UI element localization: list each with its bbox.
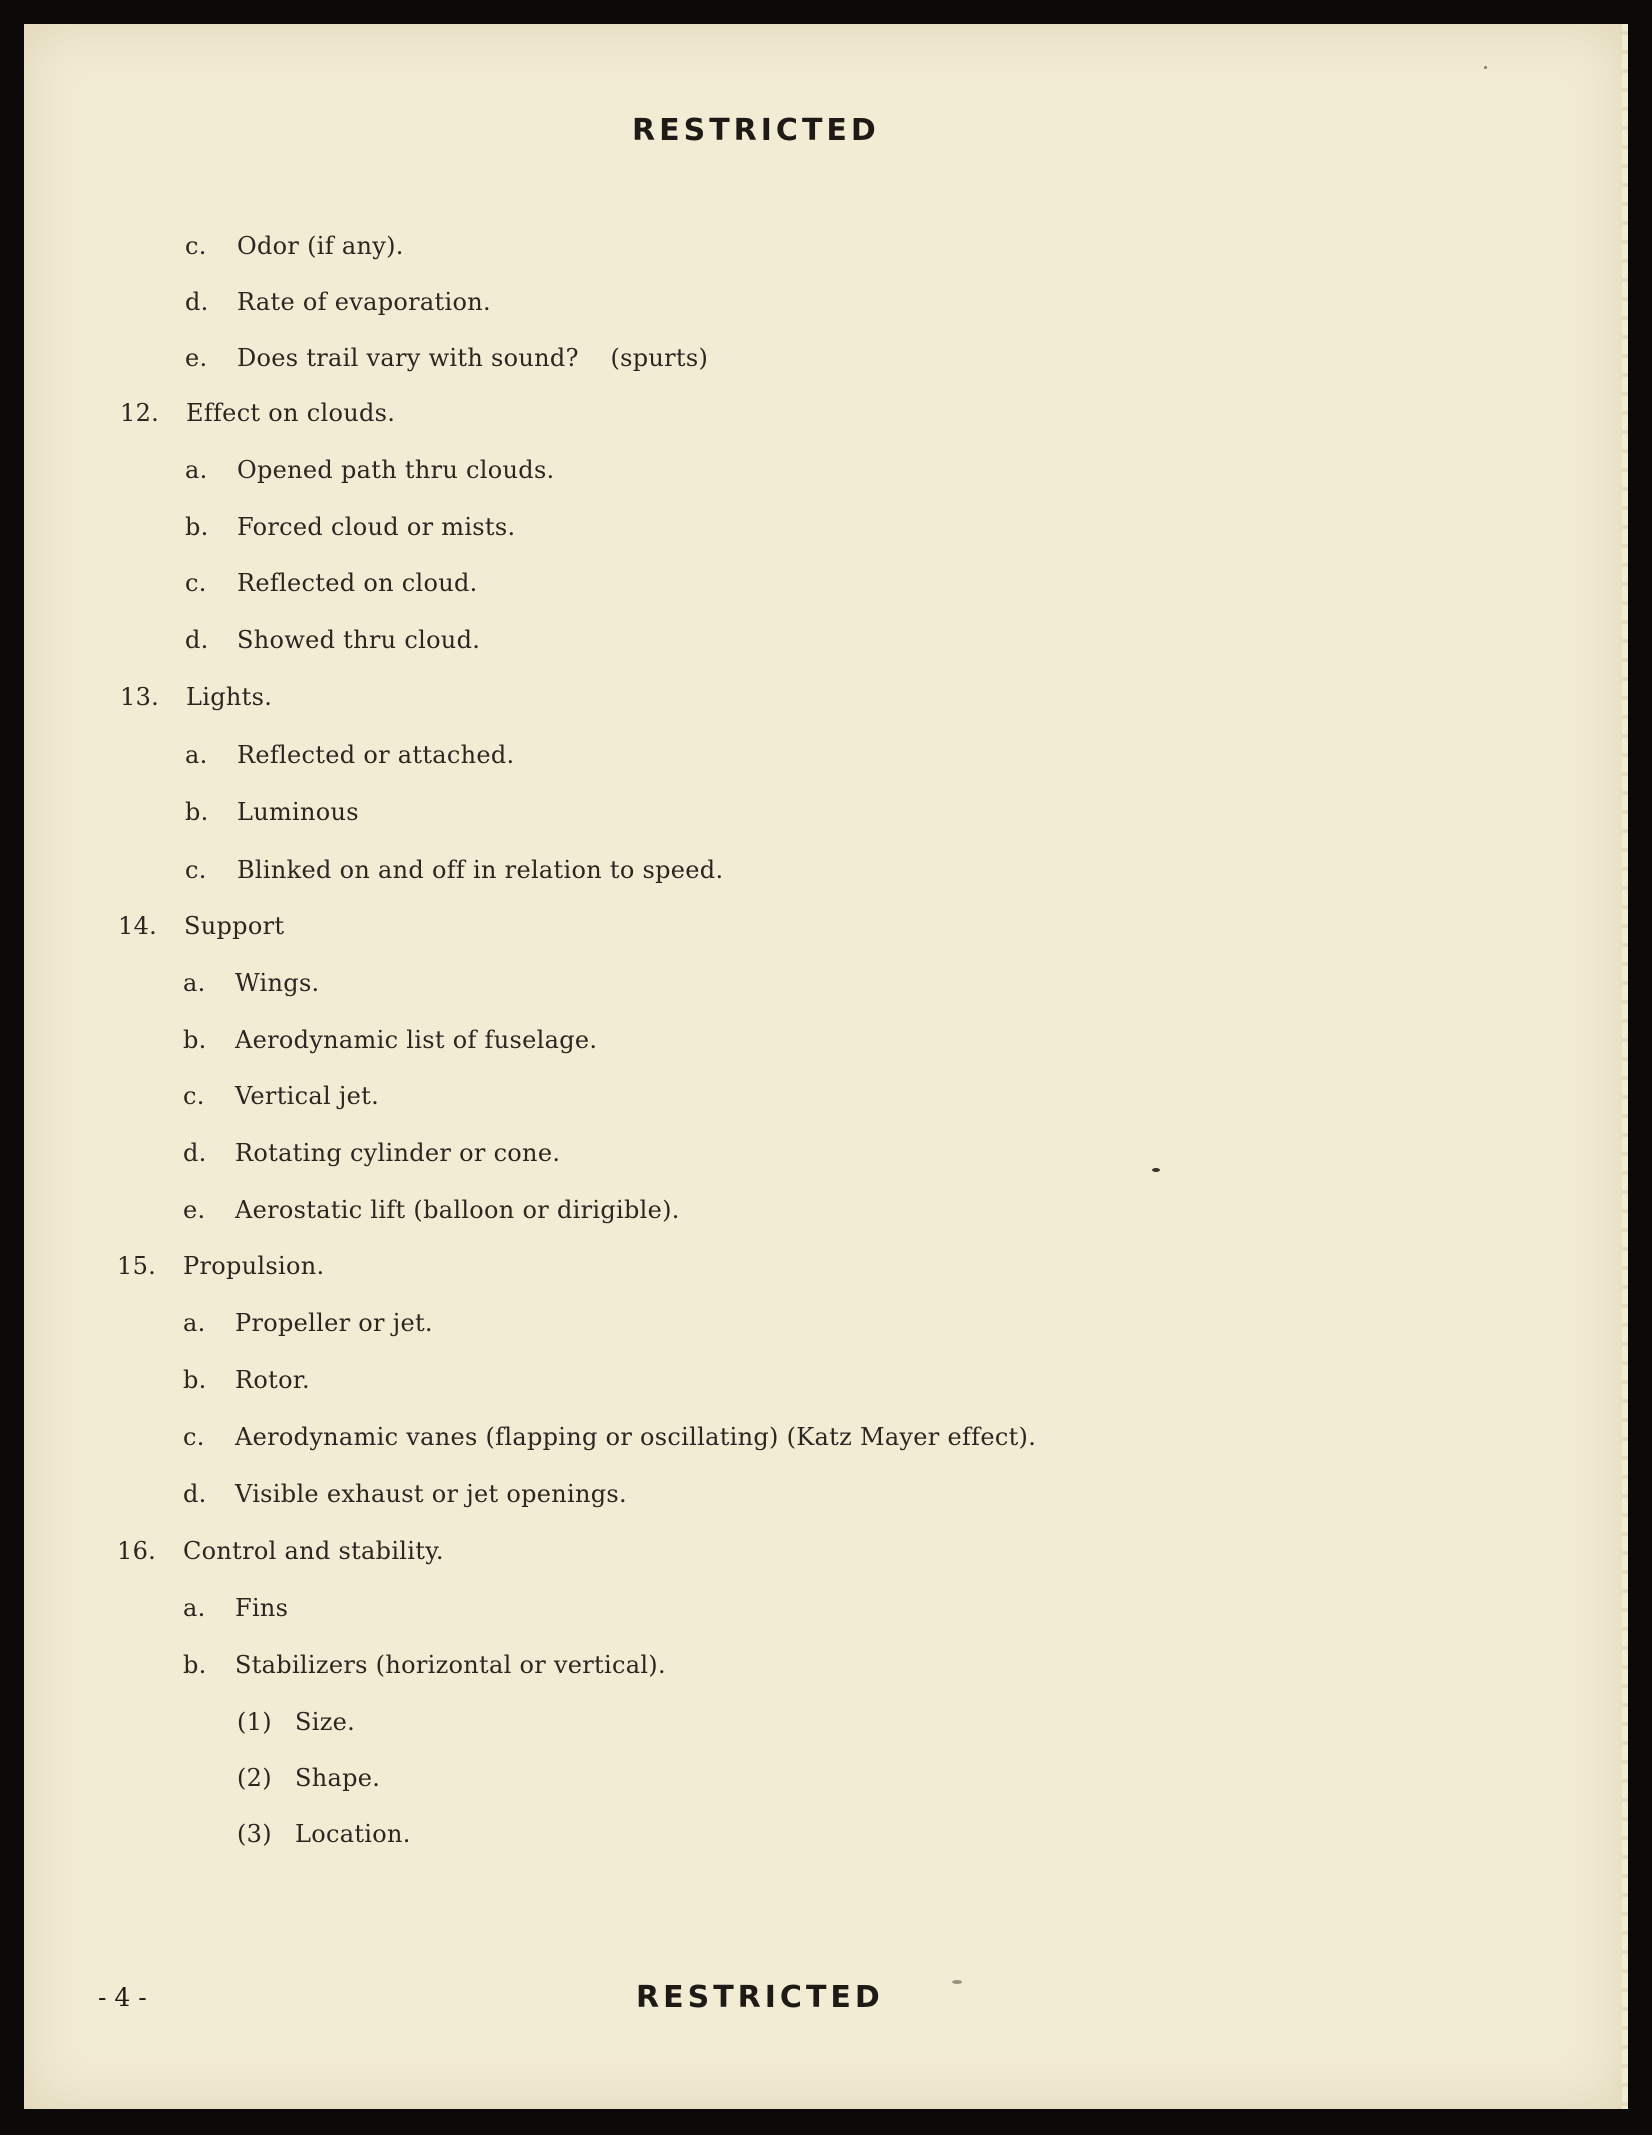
- item-text: Aerodynamic list of fuselage.: [235, 1026, 598, 1054]
- subitem-label: (2): [237, 1764, 272, 1792]
- item-text: Propeller or jet.: [235, 1309, 433, 1337]
- section-number: 13.: [120, 683, 160, 711]
- item-label: c.: [185, 232, 207, 260]
- item-label: c.: [185, 856, 207, 884]
- item-label: d.: [185, 288, 209, 316]
- item-label: c.: [183, 1423, 205, 1451]
- section-title: Propulsion.: [183, 1252, 325, 1280]
- item-label: b.: [183, 1026, 207, 1054]
- item-text: Rotating cylinder or cone.: [235, 1139, 561, 1167]
- item-label: c.: [183, 1082, 205, 1110]
- item-text: Wings.: [235, 969, 320, 997]
- item-label: e.: [183, 1196, 206, 1224]
- item-text: Forced cloud or mists.: [237, 513, 516, 541]
- section-title: Support: [184, 912, 285, 940]
- item-text: Reflected on cloud.: [237, 569, 478, 597]
- item-text: Vertical jet.: [235, 1082, 379, 1110]
- section-number: 12.: [120, 399, 160, 427]
- item-label: c.: [185, 569, 207, 597]
- item-label: a.: [183, 1594, 206, 1622]
- subitem-text: Size.: [295, 1708, 356, 1736]
- section-title: Control and stability.: [183, 1537, 444, 1565]
- item-text: Luminous: [237, 798, 359, 826]
- item-label: b.: [183, 1651, 207, 1679]
- item-text: Fins: [235, 1594, 289, 1622]
- ink-speck: [952, 1980, 962, 1984]
- item-label: d.: [185, 626, 209, 654]
- item-text: Reflected or attached.: [237, 741, 515, 769]
- section-number: 16.: [117, 1537, 157, 1565]
- section-number: 14.: [118, 912, 158, 940]
- subitem-label: (3): [237, 1820, 272, 1848]
- item-text: Odor (if any).: [237, 232, 404, 260]
- header-classification: RESTRICTED: [632, 113, 880, 148]
- item-text: Stabilizers (horizontal or vertical).: [235, 1651, 666, 1679]
- item-label: b.: [185, 798, 209, 826]
- ink-speck: [1152, 1168, 1160, 1172]
- ink-speck: [1484, 66, 1487, 69]
- item-text: Rate of evaporation.: [237, 288, 491, 316]
- item-text: Aerodynamic vanes (flapping or oscillating) (Katz Mayer effect).: [235, 1423, 1037, 1451]
- subitem-text: Location.: [295, 1820, 411, 1848]
- item-text: Opened path thru clouds.: [237, 456, 555, 484]
- item-label: a.: [183, 969, 206, 997]
- item-label: b.: [185, 513, 209, 541]
- item-text: Blinked on and off in relation to speed.: [237, 856, 724, 884]
- item-text: Showed thru cloud.: [237, 626, 481, 654]
- item-label: e.: [185, 344, 208, 372]
- item-label: a.: [185, 456, 208, 484]
- item-text: Rotor.: [235, 1366, 310, 1394]
- item-label: d.: [183, 1139, 207, 1167]
- footer-classification: RESTRICTED: [636, 1980, 884, 2015]
- item-label: d.: [183, 1480, 207, 1508]
- item-text: Aerostatic lift (balloon or dirigible).: [235, 1196, 680, 1224]
- item-text: Does trail vary with sound? (spurts): [237, 344, 709, 372]
- item-text: Visible exhaust or jet openings.: [235, 1480, 627, 1508]
- subitem-text: Shape.: [295, 1764, 381, 1792]
- item-label: b.: [183, 1366, 207, 1394]
- section-title: Lights.: [186, 683, 273, 711]
- item-label: a.: [183, 1309, 206, 1337]
- section-number: 15.: [117, 1252, 157, 1280]
- page-number: - 4 -: [98, 1983, 147, 2012]
- subitem-label: (1): [237, 1708, 272, 1736]
- section-title: Effect on clouds.: [186, 399, 396, 427]
- item-label: a.: [185, 741, 208, 769]
